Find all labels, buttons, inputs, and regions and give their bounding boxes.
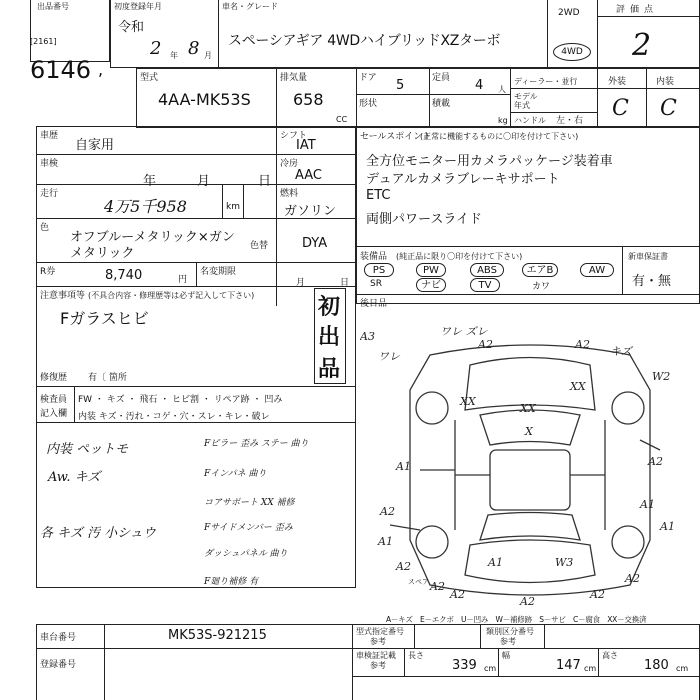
registration-no-label: 登録番号 (40, 660, 77, 670)
inspector-label-2: 記入欄 (40, 409, 68, 419)
damage-legend: A－キズ E－エクボ U－凹み W－補修跡 S－サビ C－腐食 XX－交換済 (386, 615, 647, 624)
mark-8: XX (460, 395, 476, 408)
rear-seat-label: 後日品 (360, 299, 388, 309)
handle-label: ハンドル (514, 116, 546, 125)
selling-point-4: 両側パワースライド (366, 212, 482, 227)
model-value: 4AA-MK53S (158, 90, 251, 109)
history-value: 自家用 (75, 138, 115, 153)
handwritten-right-1: Fピラー 歪み ステー 曲り (204, 439, 309, 449)
handwritten-right-2: Fインパネ 曲り (204, 469, 267, 479)
equip-navi: ナビ (416, 278, 446, 292)
history-label: 車歴 (40, 131, 59, 141)
dealer-label: ディーラー・並行 (514, 77, 578, 86)
color-value-line1: オフブルーメタリック×ガン (70, 230, 235, 245)
mark-12: A2 (396, 560, 411, 573)
name-change-day: 日 (340, 278, 350, 288)
first-listing-char-1: 初 (318, 295, 341, 320)
left-frame (36, 126, 356, 588)
exterior-label: 外装 (608, 77, 627, 87)
mark-19: A2 (590, 588, 605, 601)
displacement-unit: CC (336, 115, 348, 124)
lot-code: [2161] (30, 37, 57, 46)
inspector-interior-line: 内装 キズ・汚れ・コゲ・穴・スレ・キレ・破レ (78, 412, 270, 422)
mark-6: A1 (396, 460, 411, 473)
lot-suffix: , (98, 60, 104, 79)
lot-label: 出品番号 (37, 2, 69, 11)
grade-label: 評価点 (616, 5, 659, 15)
mark-25: ワレ ズレ (440, 325, 488, 338)
height-label: 高さ (602, 651, 618, 660)
selling-point-3: ETC (366, 188, 391, 203)
repair-value: 有〔 箇所 (88, 373, 127, 383)
grade-value: 2 (632, 28, 652, 63)
fuel-label: 燃料 (280, 189, 299, 199)
doors-value: 5 (396, 78, 405, 93)
interior-label: 内装 (656, 77, 675, 87)
drive-2wd: 2WD (558, 8, 580, 18)
mark-14: W3 (555, 556, 574, 569)
registration-year-unit: 年 (170, 51, 178, 60)
inspection-label: 車検 (40, 159, 59, 169)
width-label: 幅 (502, 651, 510, 660)
recycle-value: 8,740 (105, 268, 143, 283)
name-change-label: 名変期限 (200, 267, 237, 277)
shift-value: IAT (296, 138, 316, 153)
dimensions-sub: 参考 (370, 661, 386, 670)
mark-1: A2 (478, 338, 493, 351)
mark-23: キズ (610, 345, 632, 358)
spare-label: スペア (408, 578, 429, 586)
model-label: 型式 (140, 73, 159, 83)
mark-15: A1 (660, 520, 675, 533)
inspection-day-unit: 日 (258, 174, 272, 189)
mark-24: XX (570, 380, 586, 393)
exterior-grade: C (612, 96, 629, 121)
equip-leather: カワ (532, 282, 551, 292)
mileage-unit: km (226, 202, 240, 212)
mark-13: A1 (488, 556, 503, 569)
handle-value: 左・右 (556, 116, 584, 126)
selling-point-2: デュアルカメラブレーキサポート (366, 172, 560, 187)
designation-sub: 参考 (370, 637, 386, 646)
repair-label: 修復歴 (40, 373, 68, 383)
notes-label: 注意事項等 (40, 291, 86, 301)
width-value: 147 (556, 658, 581, 673)
color-value-line2: メタリック (70, 246, 135, 261)
equip-airbag: エアB (522, 263, 558, 277)
warranty-value: 有・無 (632, 274, 672, 289)
car-name-label: 車名・グレード (222, 2, 278, 11)
category-label: 類別区分番号 (486, 627, 534, 636)
name-change-month: 月 (296, 278, 306, 288)
shift-label: シフト (280, 131, 308, 141)
mark-11: A1 (378, 535, 393, 548)
height-value: 180 (644, 658, 669, 673)
chassis-label: 車台番号 (40, 633, 77, 643)
category-sub: 参考 (500, 637, 516, 646)
chassis-value: MK53S-921215 (168, 628, 267, 643)
capacity-unit: 人 (498, 85, 506, 94)
length-value: 339 (452, 658, 477, 673)
equip-abs: ABS (470, 263, 504, 277)
car-name-value: スペーシアギア 4WDハイブリッドXZターボ (228, 33, 501, 49)
equip-ps: PS (364, 263, 394, 277)
color-label: 色 (40, 223, 50, 233)
interior-grade: C (660, 96, 677, 121)
model-year-label: モデル年式 (514, 92, 538, 110)
mark-10: X (525, 425, 533, 438)
width-unit: cm (584, 664, 597, 673)
handwritten-right-4: Fサイドメンバー 歪み (204, 523, 293, 533)
mark-3: W2 (652, 370, 671, 383)
vehicle-damage-diagram (360, 320, 700, 610)
recycle-unit: 円 (178, 275, 188, 285)
height-unit: cm (676, 664, 689, 673)
length-unit: cm (484, 664, 497, 673)
mark-5: A1 (640, 498, 655, 511)
registration-era: 令和 (118, 20, 145, 35)
notes-value: Fガラスヒビ (60, 309, 149, 328)
registration-month: 8 (188, 38, 200, 59)
registration-year: 2 (150, 38, 162, 59)
equip-pw: PW (416, 263, 446, 277)
handwritten-left-3: 各 キズ 汚 小シュウ (40, 526, 156, 541)
equipment-sublabel: (純正品に限り〇印を付けて下さい) (396, 252, 523, 261)
inspection-year-unit: 年 (143, 174, 157, 189)
mark-7: A2 (380, 505, 395, 518)
first-listing-char-3: 品 (318, 357, 341, 382)
color-code: DYA (302, 236, 328, 251)
notes-sublabel: (不具合内容・修理歴等は必ず記入して下さい) (88, 291, 255, 300)
handwritten-right-6: F廻り補修 有 (204, 577, 259, 587)
lot-number: 6146 (30, 56, 92, 84)
first-listing-char-2: 出 (318, 325, 341, 350)
mark-4: A2 (648, 455, 663, 468)
length-label: 長さ (408, 651, 424, 660)
displacement-label: 排気量 (280, 73, 308, 83)
mark-20: A2 (625, 572, 640, 585)
registration-month-unit: 月 (204, 51, 212, 60)
inspector-fw-line: FW ・ キズ ・ 飛石 ・ ヒビ割 ・ リペア跡 ・ 凹み (78, 395, 283, 405)
warranty-label: 新車保証書 (628, 252, 668, 261)
dimensions-label: 車検証記載 (356, 651, 396, 660)
displacement-value: 658 (293, 90, 324, 109)
handwritten-right-3: コアサポート XX 補修 (204, 498, 295, 508)
capacity-value: 4 (475, 78, 484, 93)
fuel-value: ガソリン (284, 204, 337, 219)
handwritten-right-5: ダッシュパネル 曲り (204, 549, 288, 559)
mileage-value: 4万5千958 (104, 197, 187, 216)
capacity-label: 定員 (432, 73, 451, 83)
load-label: 積載 (432, 99, 451, 109)
selling-points-sublabel: (正常に機能するものに〇印を付けて下さい) (420, 132, 579, 141)
mark-17: A2 (450, 588, 465, 601)
color-code-label: 色替 (250, 241, 269, 251)
equip-tv: TV (470, 278, 500, 292)
selling-point-1: 全方位モニター用カメラパッケージ装着車 (366, 154, 613, 169)
shape-label: 形状 (359, 99, 378, 109)
mark-22: ワレ (378, 350, 400, 363)
equip-aw: AW (580, 263, 614, 277)
ac-label: 冷房 (280, 159, 299, 169)
handwritten-left-1: 内装 ペットモ (46, 442, 129, 457)
load-unit: kg (498, 116, 508, 125)
drive-4wd-circled: 4WD (553, 43, 591, 61)
mark-18: A2 (520, 595, 535, 608)
mark-2: A2 (575, 338, 590, 351)
mark-16: A3 (360, 330, 375, 343)
designation-label: 型式指定番号 (356, 627, 404, 636)
equip-sr: SR (370, 279, 382, 289)
equipment-label: 装備品 (360, 252, 388, 262)
inspection-month-unit: 月 (197, 174, 211, 189)
mark-21: A2 (430, 580, 445, 593)
recycle-label: R券 (40, 267, 56, 277)
ac-value: AAC (295, 168, 322, 183)
selling-points-label: セールスポイント (360, 132, 432, 142)
mileage-label: 走行 (40, 189, 59, 199)
inspector-label-1: 検査員 (40, 395, 68, 405)
registration-label: 初度登録年月 (114, 2, 162, 11)
handwritten-left-2: Aw. キズ (48, 470, 101, 485)
doors-label: ドア (359, 73, 377, 83)
mark-9: XX (520, 402, 536, 415)
